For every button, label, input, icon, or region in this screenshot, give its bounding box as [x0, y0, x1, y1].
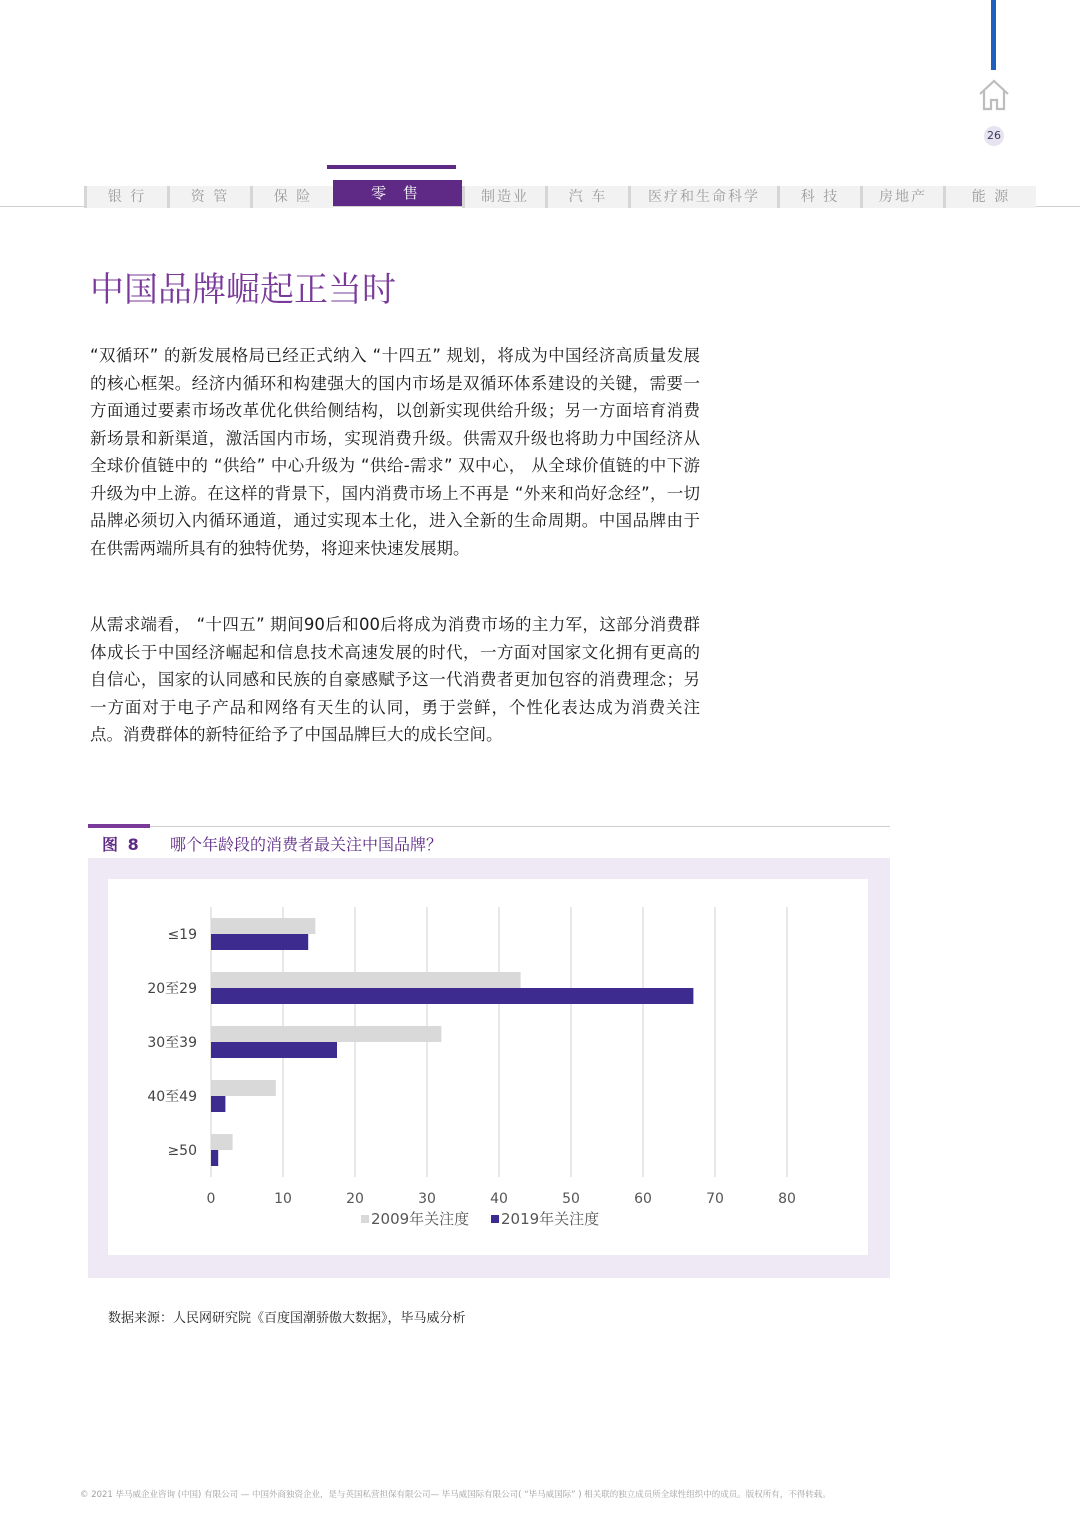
tab-6[interactable]: 医疗和生命科学 — [628, 186, 777, 208]
x-tick-label: 30 — [418, 1191, 436, 1207]
home-icon[interactable] — [978, 78, 1010, 112]
tab-2[interactable]: 保 险 — [250, 186, 333, 208]
y-category-label: 40至49 — [147, 1089, 197, 1105]
y-category-label: 30至39 — [147, 1035, 197, 1051]
tab-8[interactable]: 房地产 — [860, 186, 943, 208]
bar-chart — [108, 879, 868, 1255]
tab-9[interactable]: 能 源 — [943, 186, 1036, 208]
bar-2009 — [211, 918, 315, 934]
bar-2009 — [211, 1134, 233, 1150]
section-nav — [84, 184, 1036, 208]
article-paragraph-2: 从需求端看， “十四五” 期间90后和00后将成为消费市场的主力军，这部分消费群体成长于中国经济崛起和信息技术高速发展的时代，一方面对国家文化拥有更高的自信心，国家的认同感和民族的自豪感赋予这一代消费者更加包容的消费理念；另一方面对于电子产品和网络有天生的认同，勇于尝鲜，个性化表达成为消费关注点。消费群体的新特征给予了中国品牌巨大的成长空间。 — [90, 615, 700, 744]
bar-2019 — [211, 1096, 225, 1112]
x-tick-label: 0 — [206, 1191, 216, 1207]
article-title: 中国品牌崛起正当时 — [90, 270, 396, 310]
y-category-label: 20至29 — [147, 981, 197, 997]
x-tick-label: 80 — [778, 1191, 796, 1207]
active-tab-indicator — [327, 165, 456, 169]
tab-4[interactable]: 制造业 — [462, 186, 545, 208]
x-tick-label: 20 — [346, 1191, 364, 1207]
legend-label: 2009年关注度 — [371, 1210, 470, 1228]
article-paragraph-1: “双循环” 的新发展格局已经正式纳入 “十四五” 规划，将成为中国经济高质量发展的核心框架。经济内循环和构建强大的国内市场是双循环体系建设的关键，需要一方面通过要素市场改革优化供给侧结构，以创新实现供给升级；另一方面培育消费新场景和新渠道，激活国内市场，实现消费升级。供需双升级也将助力中国经济从全球价值链中的 “供给” 中心升级为 “供给-需求” 双中心， 从全球价值链的中下游升级为中上游。在这样的背景下，国内消费市场上不再是 “外来和尚好念经”，一切品牌必须切入内循环通道，通过实现本土化，进入全新的生命周期。中国品牌由于在供需两端所具有的独特优势，将迎来快速发展期。 — [90, 346, 700, 558]
y-category-label: ≥50 — [167, 1143, 197, 1159]
y-category-label: ≤19 — [167, 927, 197, 943]
data-source: 数据来源：人民网研究院《百度国潮骄傲大数据》，毕马威分析 — [108, 1311, 466, 1326]
figure-divider — [88, 826, 890, 827]
x-tick-label: 10 — [274, 1191, 292, 1207]
tab-1[interactable]: 资 管 — [167, 186, 250, 208]
top-accent-bar — [991, 0, 996, 70]
x-tick-label: 40 — [490, 1191, 508, 1207]
legend-label: 2019年关注度 — [501, 1210, 600, 1228]
x-tick-label: 70 — [706, 1191, 724, 1207]
tab-5[interactable]: 汽 车 — [545, 186, 628, 208]
x-tick-label: 60 — [634, 1191, 652, 1207]
page-number: 26 — [984, 126, 1004, 146]
figure-title: 哪个年龄段的消费者最关注中国品牌？ — [170, 835, 443, 854]
figure-label: 图 8 — [102, 835, 141, 854]
bar-2019 — [211, 934, 308, 950]
bar-2009 — [211, 972, 521, 988]
bar-2019 — [211, 1150, 218, 1166]
legend-swatch — [361, 1215, 369, 1223]
legend-swatch — [491, 1215, 499, 1223]
tab-3[interactable]: 零 售 — [333, 180, 462, 206]
tab-7[interactable]: 科 技 — [777, 186, 860, 208]
x-tick-label: 50 — [562, 1191, 580, 1207]
bar-2019 — [211, 988, 693, 1004]
tab-0[interactable]: 银 行 — [84, 186, 167, 208]
bar-2009 — [211, 1080, 276, 1096]
figure-accent — [88, 824, 150, 828]
copyright-footer: © 2021 毕马威企业咨询 (中国) 有限公司 — 中国外商独资企业，是与英国私营担保有限公司— 毕马威国际有限公司( “毕马威国际” ) 相关联的独立成员所全球性组织中的成员。版权所有，不得转载。 — [80, 1490, 831, 1500]
bar-2009 — [211, 1026, 441, 1042]
bar-2019 — [211, 1042, 337, 1058]
